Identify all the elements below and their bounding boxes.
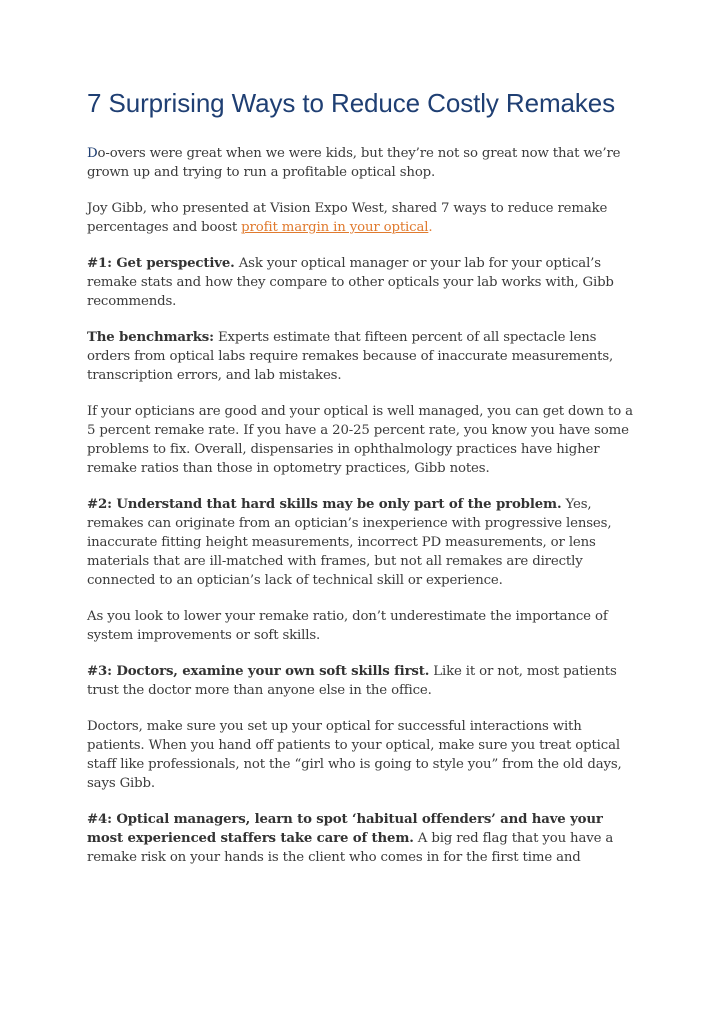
article-title: 7 Surprising Ways to Reduce Costly Remakes xyxy=(87,88,616,118)
tip-2-heading: #2: Understand that hard skills may be only part of the problem. xyxy=(87,497,562,512)
paragraph-presenter-text: Joy Gibb, who presented at Vision Expo West, shared 7 ways to reduce remake percentages and boost xyxy=(87,201,608,235)
tip-3-paragraph xyxy=(87,662,635,700)
intro-text: o-overs were great when we were kids, but they’re not so great now that we’re grown up and trying to run a profitable optical shop. xyxy=(87,146,621,180)
remake-rate-paragraph: If your opticians are good and your optical is well managed, you can get down to a 5 percent remake rate. If you have a 20-25 percent rate, you know you have some problems to fix. Overall, dispensaries in ophthalmology practices have higher remake ratios than those in optometry practices, Gibb notes. xyxy=(87,404,633,476)
tip-3-text: Like it or not, most patients trust the doctor more than anyone else in the office. xyxy=(87,664,617,698)
profit-margin-link[interactable]: profit margin in your optical xyxy=(241,220,429,235)
intro-initial: D xyxy=(87,146,98,161)
doctors-paragraph: Doctors, make sure you set up your optical for successful interactions with patients. When you hand off patients to your optical, make sure you treat optical staff like professionals, not the “girl who is going to style you” from the old days, says Gibb. xyxy=(87,719,622,791)
tip-1-text: Ask your optical manager or your lab for your optical’s remake stats and how they compare to other opticals your lab works with, Gibb recommends. xyxy=(87,256,614,309)
intro-paragraph xyxy=(87,144,635,182)
benchmarks-heading: The benchmarks: xyxy=(87,330,214,345)
paragraph-presenter xyxy=(87,199,635,237)
tip-3-heading: #3: Doctors, examine your own soft skills first. xyxy=(87,664,430,679)
tip-1-heading: #1: Get perspective. xyxy=(87,256,235,271)
benchmarks-text: Experts estimate that fifteen percent of all spectacle lens orders from optical labs require remakes because of inaccurate measurements, transcription errors, and lab mistakes. xyxy=(87,330,614,383)
benchmarks-paragraph xyxy=(87,328,635,385)
tip-1-paragraph xyxy=(87,254,635,311)
tip-4-heading: #4: Optical managers, learn to spot ‘habitual offenders’ and have your most experienced staffers take care of them. xyxy=(87,812,603,846)
tip-4-text: A big red flag that you have a remake risk on your hands is the client who comes in for the first time and xyxy=(87,831,614,865)
tip-4-paragraph xyxy=(87,810,635,867)
link-period: . xyxy=(428,220,433,235)
article-body xyxy=(87,88,635,867)
tip-2-paragraph xyxy=(87,495,635,590)
tip-2-text: Yes, remakes can originate from an optician’s inexperience with progressive lenses, inaccurate fitting height measurements, incorrect PD measurements, or lens materials that are ill-matched with frames, but not all remakes are directly connected to an optician’s lack of technical skill or experience. xyxy=(87,497,612,588)
soft-skills-paragraph: As you look to lower your remake ratio, don’t underestimate the importance of system improvements or soft skills. xyxy=(87,609,608,643)
